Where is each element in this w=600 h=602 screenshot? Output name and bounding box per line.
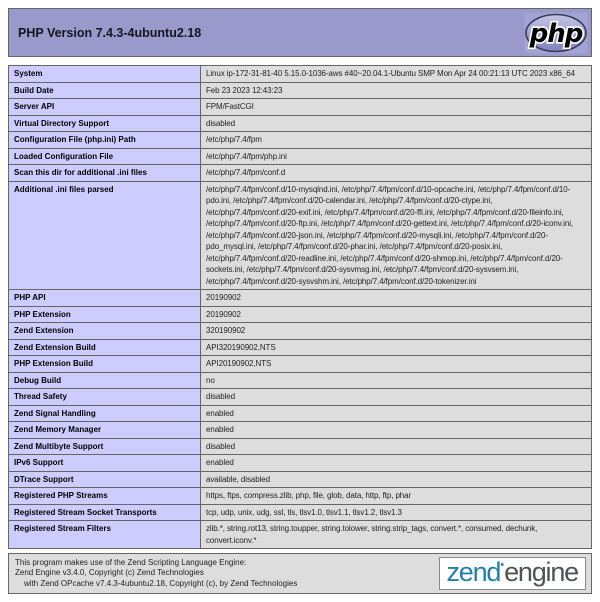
table-row: [9, 339, 592, 356]
row-label: Loaded Configuration File: [9, 148, 201, 165]
zend-footer: [8, 553, 592, 594]
info-table-body: [9, 66, 592, 549]
php-logo-text: php: [529, 18, 583, 49]
zend-footer-text: [15, 558, 297, 590]
row-value: API20190902,NTS: [201, 356, 592, 373]
row-value: zlib.*, string.rot13, string.toupper, string.tolower, string.strip_tags, convert.*, consumed, dechunk, convert.iconv.*: [201, 521, 592, 549]
row-label: Virtual Directory Support: [9, 115, 201, 132]
row-label: Configuration File (php.ini) Path: [9, 132, 201, 149]
phpinfo-page: [8, 8, 592, 594]
row-label: Server API: [9, 99, 201, 116]
row-value: API320190902,NTS: [201, 339, 592, 356]
row-value: disabled: [201, 438, 592, 455]
row-label: Scan this dir for additional .ini files: [9, 165, 201, 182]
row-value: /etc/php/7.4/fpm/conf.d/10-mysqlnd.ini, /etc/php/7.4/fpm/conf.d/10-opcache.ini, /etc/php/7.4/fpm/conf.d/10-pdo.ini, /etc/php/7.4/fpm/conf.d/20-calendar.ini, /etc/php/7.4/fpm/conf.d/20-ctype.ini, /etc/php/7.4/fpm/conf.d/20-exif.ini, /etc/php/7.4/fpm/conf.d/20-ffi.ini, /etc/php/7.4/fpm/conf.d/20-fileinfo.ini, /etc/php/7.4/fpm/conf.d/20-ftp.ini, /etc/php/7.4/fpm/conf.d/20-gettext.ini, /etc/php/7.4/fpm/conf.d/20-iconv.ini, /etc/php/7.4/fpm/conf.d/20-json.ini, /etc/php/7.4/fpm/conf.d/20-mysqli.ini, /etc/php/7.4/fpm/conf.d/20-pdo_mysql.ini, /etc/php/7.4/fpm/conf.d/20-phar.ini, /etc/php/7.4/fpm/conf.d/20-posix.ini, /etc/php/7.4/fpm/conf.d/20-readline.ini, /etc/php/7.4/fpm/conf.d/20-shmop.ini, /etc/php/7.4/fpm/conf.d/20-sockets.ini, /etc/php/7.4/fpm/conf.d/20-sysvmsg.ini, /etc/php/7.4/fpm/conf.d/20-sysvsem.ini, /etc/php/7.4/fpm/conf.d/20-sysvshm.ini, /etc/php/7.4/fpm/conf.d/20-tokenizer.ini: [201, 181, 592, 290]
table-row: [9, 504, 592, 521]
row-label: System: [9, 66, 201, 83]
row-label: Thread Safety: [9, 389, 201, 406]
row-value: disabled: [201, 115, 592, 132]
page-header: [8, 8, 592, 57]
table-row: [9, 165, 592, 182]
row-value: 20190902: [201, 306, 592, 323]
table-row: [9, 306, 592, 323]
table-row: [9, 99, 592, 116]
zend-engine-logo: [439, 557, 587, 590]
row-value: available, disabled: [201, 471, 592, 488]
footer-line-3: with Zend OPcache v7.4.3-4ubuntu2.18, Copyright (c), by Zend Technologies: [24, 578, 298, 588]
table-row: [9, 471, 592, 488]
row-label: PHP Extension: [9, 306, 201, 323]
table-row: [9, 82, 592, 99]
zend-wordmark-zend: zend: [446, 557, 501, 587]
php-logo: [524, 12, 588, 54]
table-row: [9, 148, 592, 165]
row-label: Zend Signal Handling: [9, 405, 201, 422]
row-value: Linux ip-172-31-81-40 5.15.0-1036-aws #40~20.04.1-Ubuntu SMP Mon Apr 24 00:21:13 UTC 2023 x86_64: [201, 66, 592, 83]
row-value: enabled: [201, 405, 592, 422]
table-row: [9, 455, 592, 472]
table-row: [9, 422, 592, 439]
footer-line-1: This program makes use of the Zend Scripting Language Engine:: [15, 557, 247, 567]
page-title: PHP Version 7.4.3-4ubuntu2.18: [18, 25, 202, 40]
table-row: [9, 521, 592, 549]
info-table: [8, 65, 592, 549]
row-value: 20190902: [201, 290, 592, 307]
table-row: [9, 181, 592, 290]
row-label: DTrace Support: [9, 471, 201, 488]
row-value: enabled: [201, 455, 592, 472]
row-label: Registered Stream Socket Transports: [9, 504, 201, 521]
footer-line-2: Zend Engine v3.4.0, Copyright (c) Zend Technologies: [15, 568, 204, 578]
row-value: https, ftps, compress.zlib, php, file, glob, data, http, ftp, phar: [201, 488, 592, 505]
row-label: Registered PHP Streams: [9, 488, 201, 505]
row-label: Build Date: [9, 82, 201, 99]
zend-wordmark-dot: •: [500, 559, 505, 571]
table-row: [9, 323, 592, 340]
row-label: Zend Extension Build: [9, 339, 201, 356]
row-label: Zend Multibyte Support: [9, 438, 201, 455]
row-value: /etc/php/7.4/fpm/php.ini: [201, 148, 592, 165]
row-value: disabled: [201, 389, 592, 406]
row-label: Additional .ini files parsed: [9, 181, 201, 290]
row-label: PHP Extension Build: [9, 356, 201, 373]
table-row: [9, 438, 592, 455]
row-label: Debug Build: [9, 372, 201, 389]
row-value: tcp, udp, unix, udg, ssl, tls, tlsv1.0, tlsv1.1, tlsv1.2, tlsv1.3: [201, 504, 592, 521]
table-row: [9, 132, 592, 149]
row-value: Feb 23 2023 12:43:23: [201, 82, 592, 99]
table-row: [9, 290, 592, 307]
row-label: Zend Memory Manager: [9, 422, 201, 439]
table-row: [9, 115, 592, 132]
table-row: [9, 356, 592, 373]
table-row: [9, 66, 592, 83]
row-value: enabled: [201, 422, 592, 439]
zend-wordmark-engine: engine: [504, 557, 578, 587]
row-label: PHP API: [9, 290, 201, 307]
zend-engine-wordmark: [447, 559, 579, 586]
table-row: [9, 488, 592, 505]
row-label: Registered Stream Filters: [9, 521, 201, 549]
table-row: [9, 372, 592, 389]
row-value: /etc/php/7.4/fpm/conf.d: [201, 165, 592, 182]
row-value: 320190902: [201, 323, 592, 340]
row-value: no: [201, 372, 592, 389]
row-value: /etc/php/7.4/fpm: [201, 132, 592, 149]
table-row: [9, 405, 592, 422]
row-value: FPM/FastCGI: [201, 99, 592, 116]
row-label: IPv6 Support: [9, 455, 201, 472]
row-label: Zend Extension: [9, 323, 201, 340]
table-row: [9, 389, 592, 406]
